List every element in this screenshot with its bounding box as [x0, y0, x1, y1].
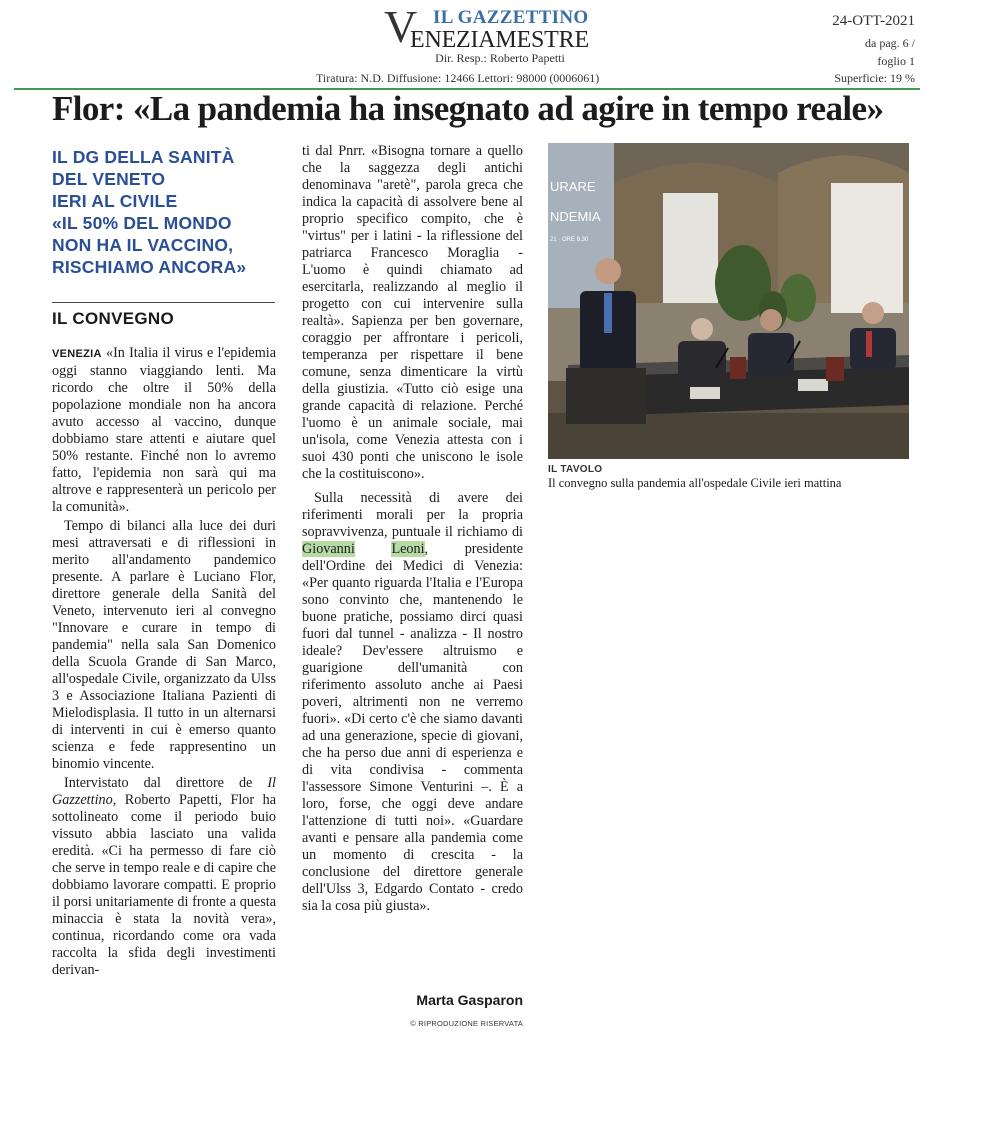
author-signature: Marta Gasparon [416, 992, 523, 1008]
deck-line: IL DG DELLA SANITÀ [52, 147, 235, 167]
rights-notice: © RIPRODUZIONE RISERVATA [410, 1019, 523, 1028]
paragraph: ti dal Pnrr. «Bisogna tornare a quello che la saggezza degli antichi denominava "aretè", parola greca che indica la capacità di assolvere bene al proprio specifico compito, che è "virtus" per i latini - la riflessione del patriarca Francesco Moraglia - L'uomo è quindi chiamato ad esercitarla, realizzando al meglio il progetto con cui intervenire sulla realtà». Sapienza per ben governare, coraggio per affrontare i pericoli, temperanza per rispettare il bene comune, senza dimenticare la virtù della giustizia. «Tutto ciò esige una grande capacità di relazione. Perché l'uomo è un animale sociale, mai un'isola, come Venezia attesta con i suoi 430 ponti che uniscono le isole che la costituiscono». [302, 143, 523, 482]
paragraph-text: Intervistato dal direttore de [64, 775, 268, 791]
newspaper-name: Il Gazzettino, [52, 775, 276, 808]
article-headline: Flor: «La pandemia ha insegnato ad agire in tempo reale» [52, 89, 884, 128]
paragraph-text: , presidente dell'Ordine dei Medici di Venezia: «Per quanto riguarda l'Italia e l'Europa sono convinto che, mantenendo le buone pratiche, possiamo dirci quasi fuori dal tunnel - analizza - Il nostro ideale? Dev'essere altruismo e guarigione dell'umanità con riferimento assoluto anche ai Paesi poveri, altrimenti non ne verremo fuori». «Di certo c'è che siamo davanti ad una generazione, specie di giovani, che ha perso due anni di esperienza e di vita condivisa - commenta l'assessore Simone Venturini –. È a loro, forse, che oggi deve andare l'attenzione di tutti noi». «Guardare avanti e pensare alla pandemia come un momento di crescita - la conclusione del direttore generale dell'Ulss 3, Edgardo Contato - credo sia la cosa più giusta». [302, 541, 523, 914]
article-column-1 [52, 345, 276, 979]
deck-line: NON HA IL VACCINO, [52, 235, 234, 255]
page-reference: da pag. 6 / [865, 36, 915, 50]
paragraph-text: Roberto Papetti, Flor ha sottolineato come il periodo buio vissuto abbia lasciato una valida eredità. «Ci ha permesso di fare ciò che serve in tempo reale e di capire che dobbiamo lavorare compatti. E proprio il porsi unitariamente di fronte a questa minaccia è stata la novità vera», continua, ricordando come ora vada raccolta la sfida degli investimenti derivan- [52, 792, 276, 978]
deck-line: RISCHIAMO ANCORA» [52, 257, 247, 277]
paragraph [52, 345, 276, 516]
article-deck [52, 146, 277, 278]
sheet-reference: foglio 1 [877, 54, 915, 68]
deck-line: IERI AL CIVILE [52, 191, 178, 211]
paragraph-text: Sulla necessità di avere dei riferimenti morali per la propria sopravvivenza, puntuale il richiamo di [302, 490, 523, 540]
photo-caption-label: IL TAVOLO [548, 464, 603, 475]
dateline: VENEZIA [52, 348, 102, 360]
logo-initial: V [384, 1, 418, 52]
conference-scene-illustration [548, 143, 909, 459]
photo-caption: Il convegno sulla pandemia all'ospedale Civile ieri mattina [548, 476, 842, 490]
section-divider [52, 302, 275, 303]
banner-text-3: 21 · ORE 9,30 [550, 237, 589, 243]
highlighted-surname: Leoni [391, 541, 425, 557]
logo-title: IL GAZZETTINO [433, 7, 589, 28]
paragraph: Tempo di bilanci alla luce dei duri mesi attraversati e di riflessioni in merito all'andamento pandemico presente. A parlare è Luciano Flor, direttore generale della Sanità del Veneto, intervenuto ieri al convegno "Innovare e curare in tempo di pandemia" nella sala San Domenico della Scuola Grande di San Marco, all'ospedale Civile, organizzato da Ulss 3 e Associazione Italiana Pazienti di Mielodisplasia. Il tutto in un alternarsi di interventi in cui è emerso quanto scienza e fede rappresentino un binomio vincente. [52, 518, 276, 772]
deck-line: «IL 50% DEL MONDO [52, 213, 232, 233]
circulation-line: Tiratura: N.D. Diffusione: 12466 Lettori: 98000 (0006061) [316, 71, 600, 85]
newspaper-logo [384, 1, 614, 53]
paragraph-text: «In Italia il virus e l'epidemia oggi stanno viaggiando lenti. Ma ricordo che oltre il 50% della popolazione mondiale non ha ancora avuto accesso al vaccino, dunque dobbiamo stare attenti e aiutare quel 50% restante. Finché non lo avremo fatto, l'epidemia non sarà qui ma altrove e rappresenterà un pericolo per la comunità». [52, 345, 277, 515]
banner-text-2: NDEMIA [550, 209, 601, 224]
paragraph [52, 775, 276, 979]
surface-percentage: Superficie: 19 % [834, 71, 915, 85]
logo-edition: ENEZIAMESTRE [410, 27, 589, 53]
highlighted-name: Giovanni [302, 541, 355, 557]
director-line: Dir. Resp.: Roberto Papetti [435, 51, 565, 65]
article-column-2 [302, 143, 523, 915]
conference-photo [548, 143, 909, 459]
section-label: IL CONVEGNO [52, 309, 175, 328]
deck-line: DEL VENETO [52, 169, 166, 189]
paragraph [302, 490, 523, 915]
banner-text-1: URARE [550, 179, 596, 194]
publication-date: 24-OTT-2021 [832, 13, 915, 29]
